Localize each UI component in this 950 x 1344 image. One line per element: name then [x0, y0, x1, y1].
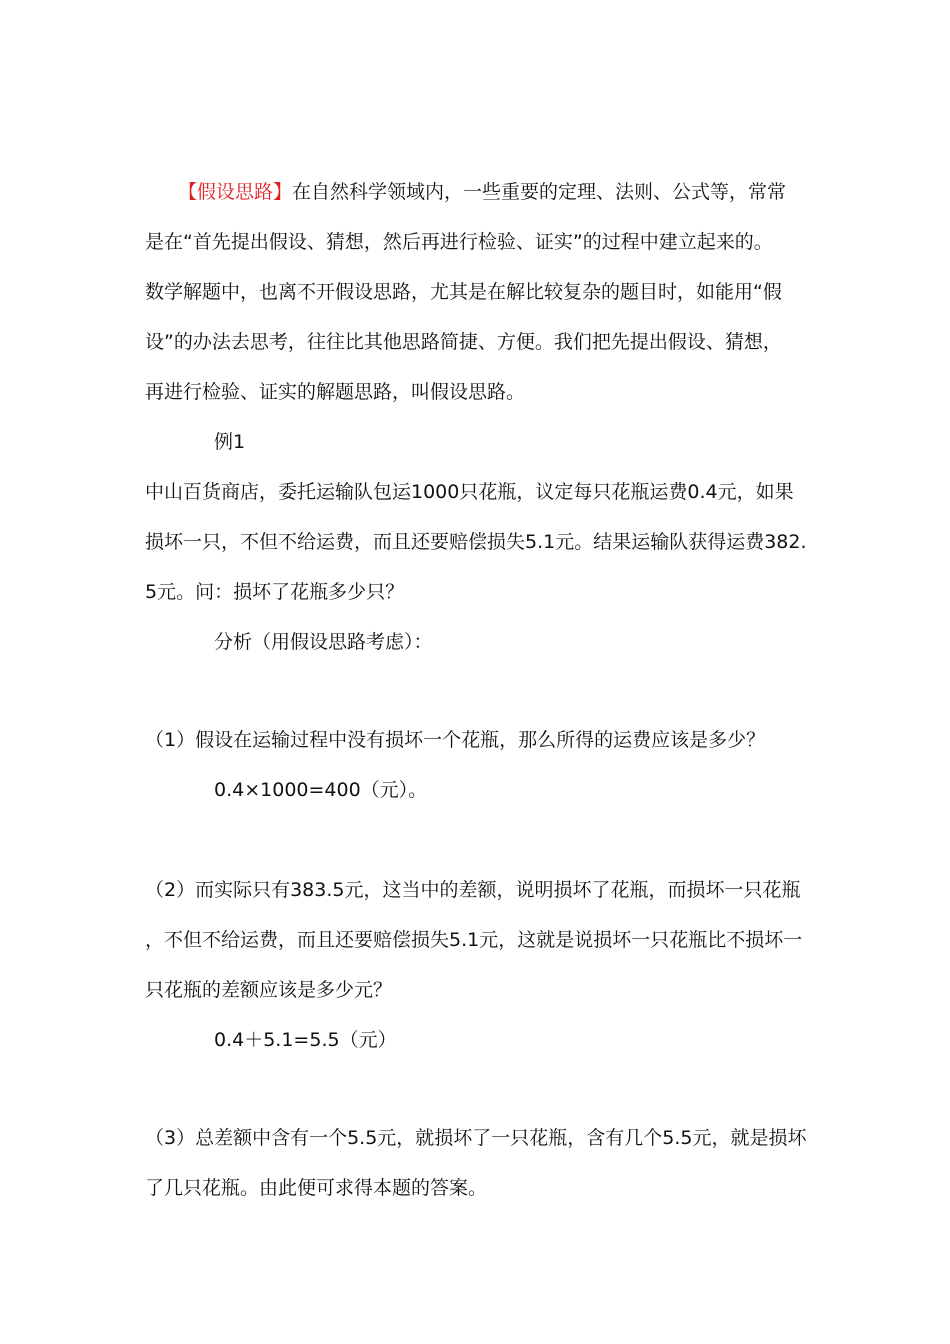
step-2-formula: 0.4＋5.1=5.5（元）	[214, 1029, 397, 1051]
step-1-formula: 0.4×1000=400（元）。	[214, 779, 428, 801]
intro-heading: 【假设思路】	[178, 181, 293, 203]
intro-line-1	[178, 179, 786, 205]
intro-line-2: 是在“首先提出假设、猜想，然后再进行检验、证实”的过程中建立起来的。	[145, 231, 773, 253]
analysis-heading: 分析（用假设思路考虑）：	[214, 631, 433, 653]
example-label: 例1	[214, 431, 246, 453]
problem-line-3: 5元。问：损坏了花瓶多少只？	[145, 581, 405, 603]
step-2-line-3: 只花瓶的差额应该是多少元？	[145, 979, 393, 1001]
step-3-line-2: 了几只花瓶。由此便可求得本题的答案。	[145, 1177, 488, 1199]
problem-line-1: 中山百货商店，委托运输队包运1000只花瓶，议定每只花瓶运费0.4元，如果	[145, 481, 794, 503]
intro-text: 在自然科学领域内，一些重要的定理、法则、公式等，常常	[292, 181, 787, 203]
intro-line-4: 设”的办法去思考，往往比其他思路简捷、方便。我们把先提出假设、猜想，	[145, 331, 782, 353]
problem-line-2: 损坏一只，不但不给运费，而且还要赔偿损失5.1元。结果运输队获得运费382.	[145, 531, 807, 553]
intro-line-5: 再进行检验、证实的解题思路，叫假设思路。	[145, 381, 526, 403]
step-2-line-2: ，不但不给运费，而且还要赔偿损失5.1元，这就是说损坏一只花瓶比不损坏一	[145, 929, 803, 951]
step-2-line-1: （2）而实际只有383.5元，这当中的差额，说明损坏了花瓶，而损坏一只花瓶	[145, 879, 801, 901]
step-1-line-1: （1）假设在运输过程中没有损坏一个花瓶，那么所得的运费应该是多少？	[145, 729, 766, 751]
step-3-line-1: （3）总差额中含有一个5.5元，就损坏了一只花瓶，含有几个5.5元，就是损坏	[145, 1127, 807, 1149]
intro-line-3: 数学解题中，也离不开假设思路，尤其是在解比较复杂的题目时，如能用“假	[145, 281, 782, 303]
